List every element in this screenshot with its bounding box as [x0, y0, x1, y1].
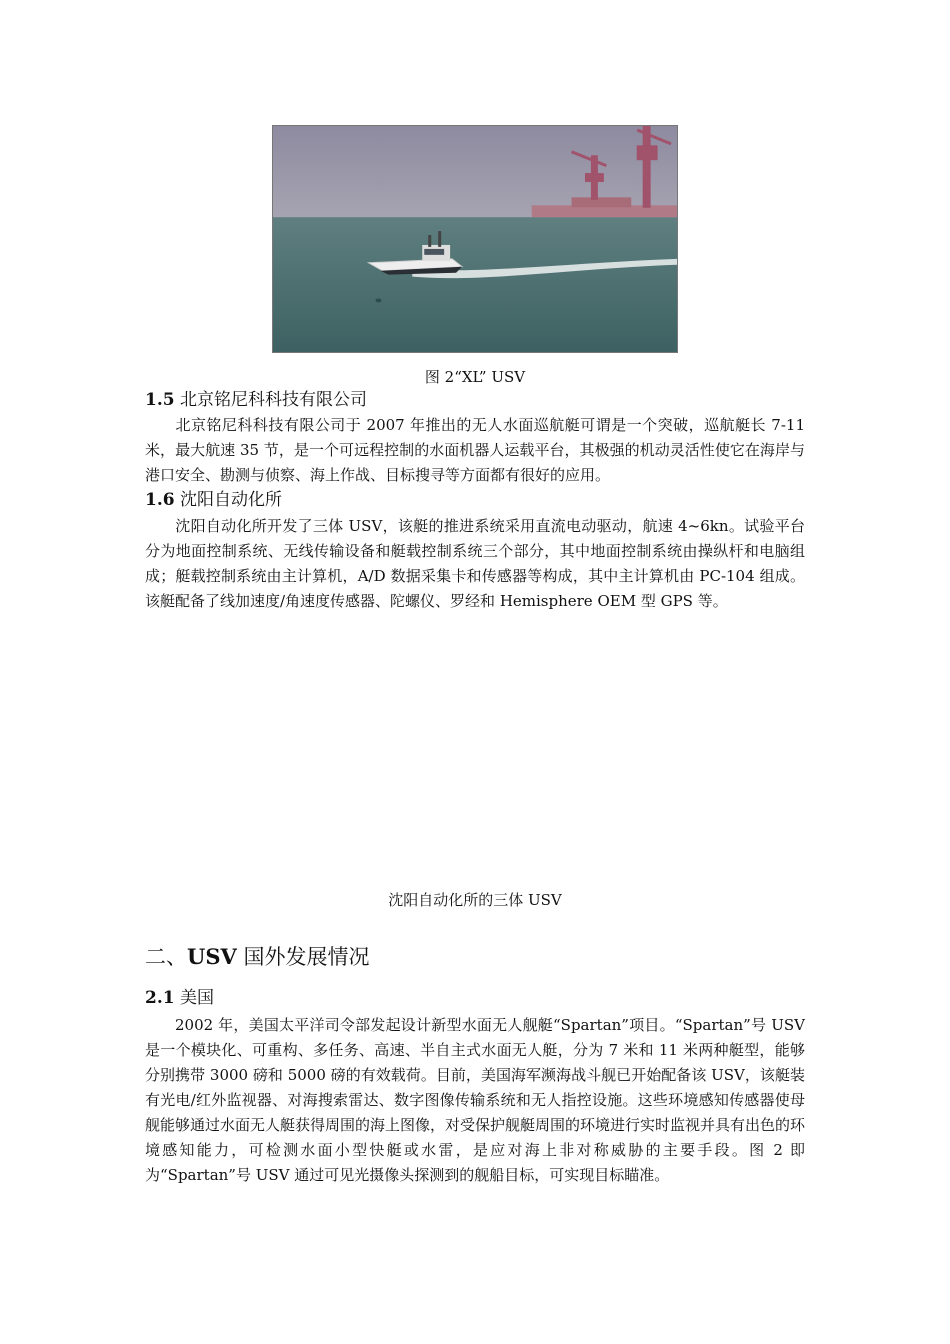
section-number: 1.5 [145, 390, 175, 410]
section-heading-1-6 [145, 489, 282, 511]
chapter-heading-2 [145, 943, 369, 971]
section-body-1-5 [145, 413, 805, 488]
section-body-1-6 [145, 514, 805, 614]
section-heading-1-5 [145, 389, 367, 411]
chapter-prefix: 二、 [145, 945, 187, 969]
section-number: 2.1 [145, 988, 175, 1008]
figure-caption-shenyang: 沈阳自动化所的三体 USV [388, 891, 562, 909]
chapter-title: 国外发展情况 [243, 945, 370, 969]
section-title: 北京铭尼科科技有限公司 [179, 390, 367, 410]
section-title: 沈阳自动化所 [179, 490, 282, 510]
section-body-2-1 [145, 1013, 805, 1188]
paragraph-text: 2002 年，美国太平洋司令部发起设计新型水面无人舰艇“Spartan”项目。“Spartan”号 USV 是一个模块化、可重构、多任务、高速、半自主式水面无人艇，分为 7 米和 11 米两种艇型，能够分别携带 3000 磅和 5000 磅的有效载荷。目前，美国海军濒海战斗舰已开始配备该 USV，该艇装有光电/红外监视器、对海搜索雷达、数字图像传输系统和无人指控设施。这些环境感知传感器使母舰能够通过水面无人艇获得周围的海上图像，对受保护舰艇周围的环境进行实时监视并具有出色的环境感知能力，可检测水面小型快艇或水雷，是应对海上非对称威胁的主要手段。图 2 即为“Spartan”号 USV 通过可见光摄像头探测到的舰船目标，可实现目标瞄准。 [145, 1016, 806, 1184]
paragraph-text: 北京铭尼科科技有限公司于 2007 年推出的无人水面巡航艇可谓是一个突破，巡航艇长 7-11 米，最大航速 35 节，是一个可远程控制的水面机器人运载平台，其极强的机动灵活性使它在海岸与港口安全、勘测与侦察、海上作战、目标搜寻等方面都有很好的应用。 [145, 416, 805, 484]
section-title: 美国 [179, 988, 214, 1008]
section-number: 1.6 [145, 490, 175, 510]
section-heading-2-1 [145, 987, 214, 1009]
paragraph-text: 沈阳自动化所开发了三体 USV，该艇的推进系统采用直流电动驱动，航速 4~6kn。试验平台分为地面控制系统、无线传输设备和艇载控制系统三个部分，其中地面控制系统由操纵杆和电脑组成；艇载控制系统由主计算机，A/D 数据采集卡和传感器等构成，其中主计算机由 PC-104 组成。该艇配备了线加速度/角速度传感器、陀螺仪、罗经和 Hemisphere OEM 型 GPS 等。 [145, 517, 805, 610]
figure-caption-xl: 图 2“XL” USV [424, 368, 526, 386]
usv-xl-photo [272, 125, 678, 353]
chapter-bold: USV [187, 944, 237, 969]
